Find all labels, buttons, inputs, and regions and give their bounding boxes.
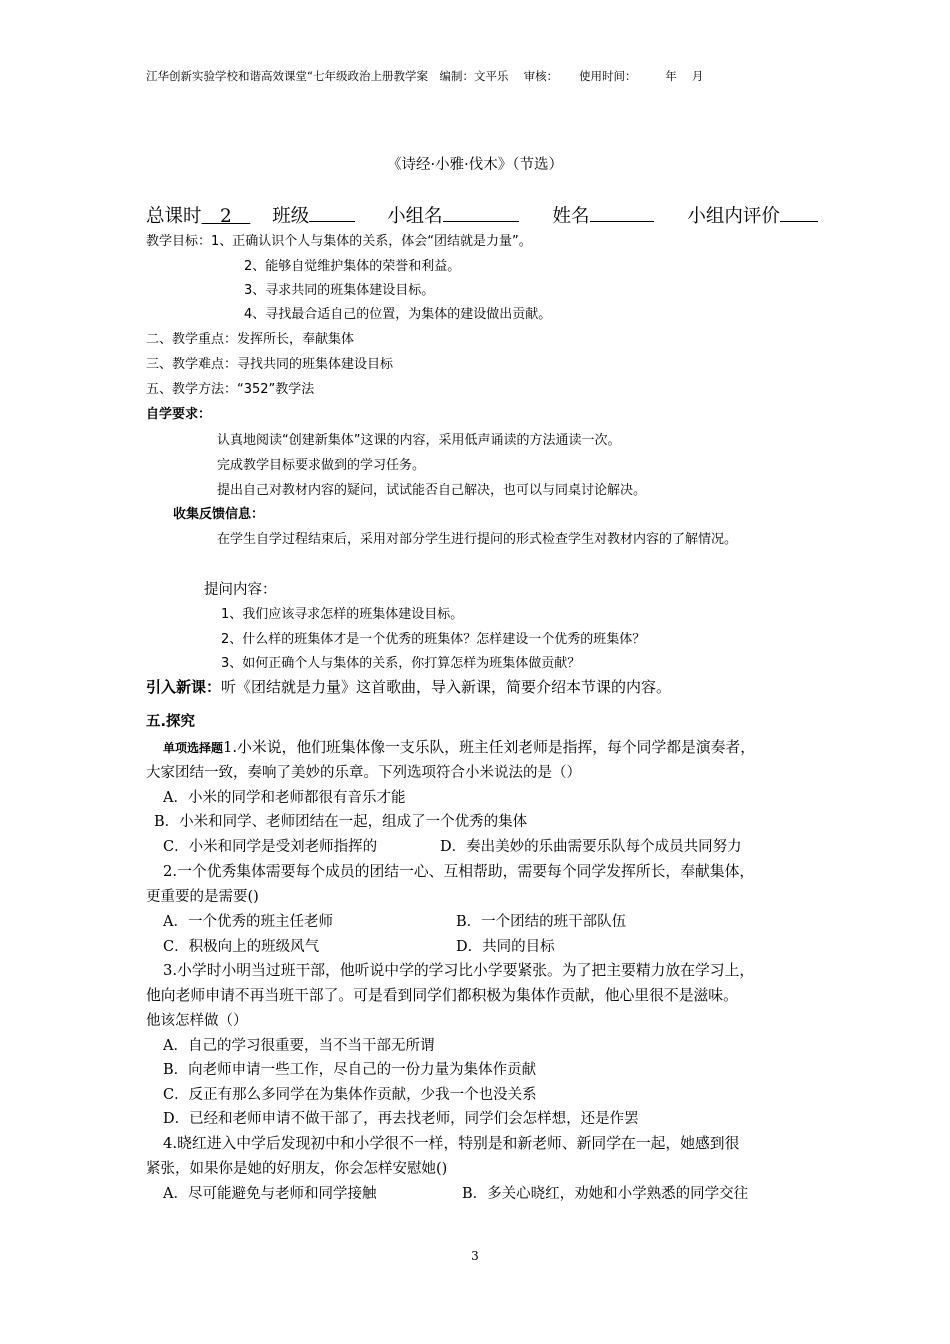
class-blank[interactable]	[309, 204, 355, 222]
feedback-title: 收集反馈信息：	[173, 507, 265, 522]
teaching-method: 五、教学方法：“352”教学法	[146, 382, 315, 397]
q3-option-a: A．自己的学习很重要，当不当干部无所谓	[163, 1038, 435, 1054]
q1-option-c: C．小米和同学是受刘老师指挥的	[163, 839, 378, 855]
info-line	[146, 202, 818, 228]
feedback-text: 在学生自学过程结束后，采用对部分学生进行提问的形式检查学生对教材内容的了解情况。	[217, 532, 738, 547]
q2-option-d: D．共同的目标	[456, 939, 555, 955]
eval-blank[interactable]	[780, 204, 818, 222]
q1-stem-line-1: 单项选择题1.小米说，他们班集体像一支乐队，班主任刘老师是指挥，每个同学都是演奏者，	[163, 739, 756, 756]
key-point: 二、教学重点：发挥所长，奉献集体	[146, 332, 355, 347]
q4-option-b: B．多关心晓红，劝她和小学熟悉的同学交往	[462, 1186, 749, 1202]
q3-stem-line-1: 3.小学时小明当过班干部，他听说中学的学习比小学要紧张。为了把主要精力放在学习上，	[163, 962, 755, 979]
difficulty: 三、教学难点：寻找共同的班集体建设目标	[146, 357, 394, 372]
q4-stem-line-1: 4.晓红进入中学后发现初中和小学很不一样，特别是和新老师、新同学在一起，她感到很	[163, 1135, 740, 1152]
objective-3: 3、寻求共同的班集体建设目标。	[244, 283, 435, 298]
q4-stem-line-2: 紧张，如果你是她的好朋友，你会怎样安慰她()	[146, 1161, 448, 1177]
q4-option-a: A．尽可能避免与老师和同学接触	[163, 1186, 377, 1202]
objective-4: 4、寻找最合适自己的位置，为集体的建设做出贡献。	[244, 307, 552, 322]
question-item: 1、我们应该寻求怎样的班集体建设目标。	[221, 607, 464, 622]
q1-stem-line-2: 大家团结一致，奏响了美妙的乐章。下列选项符合小米说法的是（）	[146, 765, 581, 781]
q1-option-a: A．小米的同学和老师都很有音乐才能	[163, 790, 406, 806]
self-study-item: 完成教学目标要求做到的学习任务。	[217, 458, 426, 473]
class-label: 班级	[272, 206, 310, 227]
question-item: 2、什么样的班集体才是一个优秀的班集体？怎样建设一个优秀的班集体？	[221, 632, 646, 647]
hours-value: 2	[201, 206, 251, 227]
document-title: 《诗经·小雅·伐木》（节选）	[387, 157, 563, 173]
objective-1: 教学目标：1、正确认识个人与集体的关系，体会“团结就是力量”。	[146, 234, 532, 249]
q2-option-a: A．一个优秀的班主任老师	[163, 914, 333, 930]
questions-title: 提问内容：	[204, 582, 277, 598]
explore-title: 五.探究	[146, 714, 196, 730]
group-blank[interactable]	[443, 204, 519, 222]
q3-option-c: C．反正有那么多同学在为集体作贡献，少我一个也没关系	[163, 1087, 537, 1103]
eval-label: 小组内评价	[687, 206, 780, 227]
hours-label: 总课时	[146, 206, 202, 227]
q3-stem-line-2: 他向老师申请不再当班干部了。可是看到同学们都积极为集体作贡献，他心里很不是滋味。	[146, 987, 738, 1004]
mc-label: 单项选择题	[163, 741, 224, 755]
group-label: 小组名	[387, 206, 443, 227]
page-number: 3	[471, 1249, 479, 1263]
intro-label: 引入新课：	[146, 678, 222, 696]
q3-option-b: B．向老师申请一些工作，尽自己的一份力量为集体作贡献	[163, 1062, 537, 1078]
objective-2: 2、能够自觉维护集体的荣誉和利益。	[244, 259, 461, 274]
self-study-item: 提出自己对教材内容的疑问，试试能否自己解决，也可以与同桌讨论解决。	[217, 483, 647, 498]
q1-option-d: D．奏出美妙的乐曲需要乐队每个成员共同努力	[440, 839, 742, 855]
q2-option-c: C．积极向上的班级风气	[163, 939, 320, 955]
page-header: 江华创新实验学校和谐高效课堂“七年级政治上册教学案 编制：文平乐 审核： 使用时间： 年 月	[146, 69, 704, 83]
q1-option-b: B．小米和同学、老师团结在一起，组成了一个优秀的集体	[154, 814, 528, 830]
intro-text: 听《团结就是力量》这首歌曲，导入新课，简要介绍本节课的内容。	[221, 678, 672, 696]
q2-stem-line-1: 2.一个优秀集体需要每个成员的团结一心、互相帮助，需要每个同学发挥所长，奉献集体，	[163, 863, 755, 880]
self-study-item: 认真地阅读“创建新集体”这课的内容，采用低声诵读的方法通读一次。	[217, 433, 621, 448]
q2-stem-line-2: 更重要的是需要()	[146, 889, 259, 905]
intro-line	[146, 676, 671, 697]
question-item: 3、如何正确个人与集体的关系，你打算怎样为班集体做贡献？	[221, 656, 581, 671]
q3-stem-line-3: 他该怎样做（）	[146, 1013, 248, 1029]
name-label: 姓名	[552, 206, 590, 227]
name-blank[interactable]	[590, 204, 654, 222]
self-study-title: 自学要求：	[146, 407, 212, 422]
q2-option-b: B．一个团结的班干部队伍	[456, 914, 627, 930]
q3-option-d: D．已经和老师申请不做干部了，再去找老师，同学们会怎样想，还是作罢	[163, 1111, 639, 1127]
